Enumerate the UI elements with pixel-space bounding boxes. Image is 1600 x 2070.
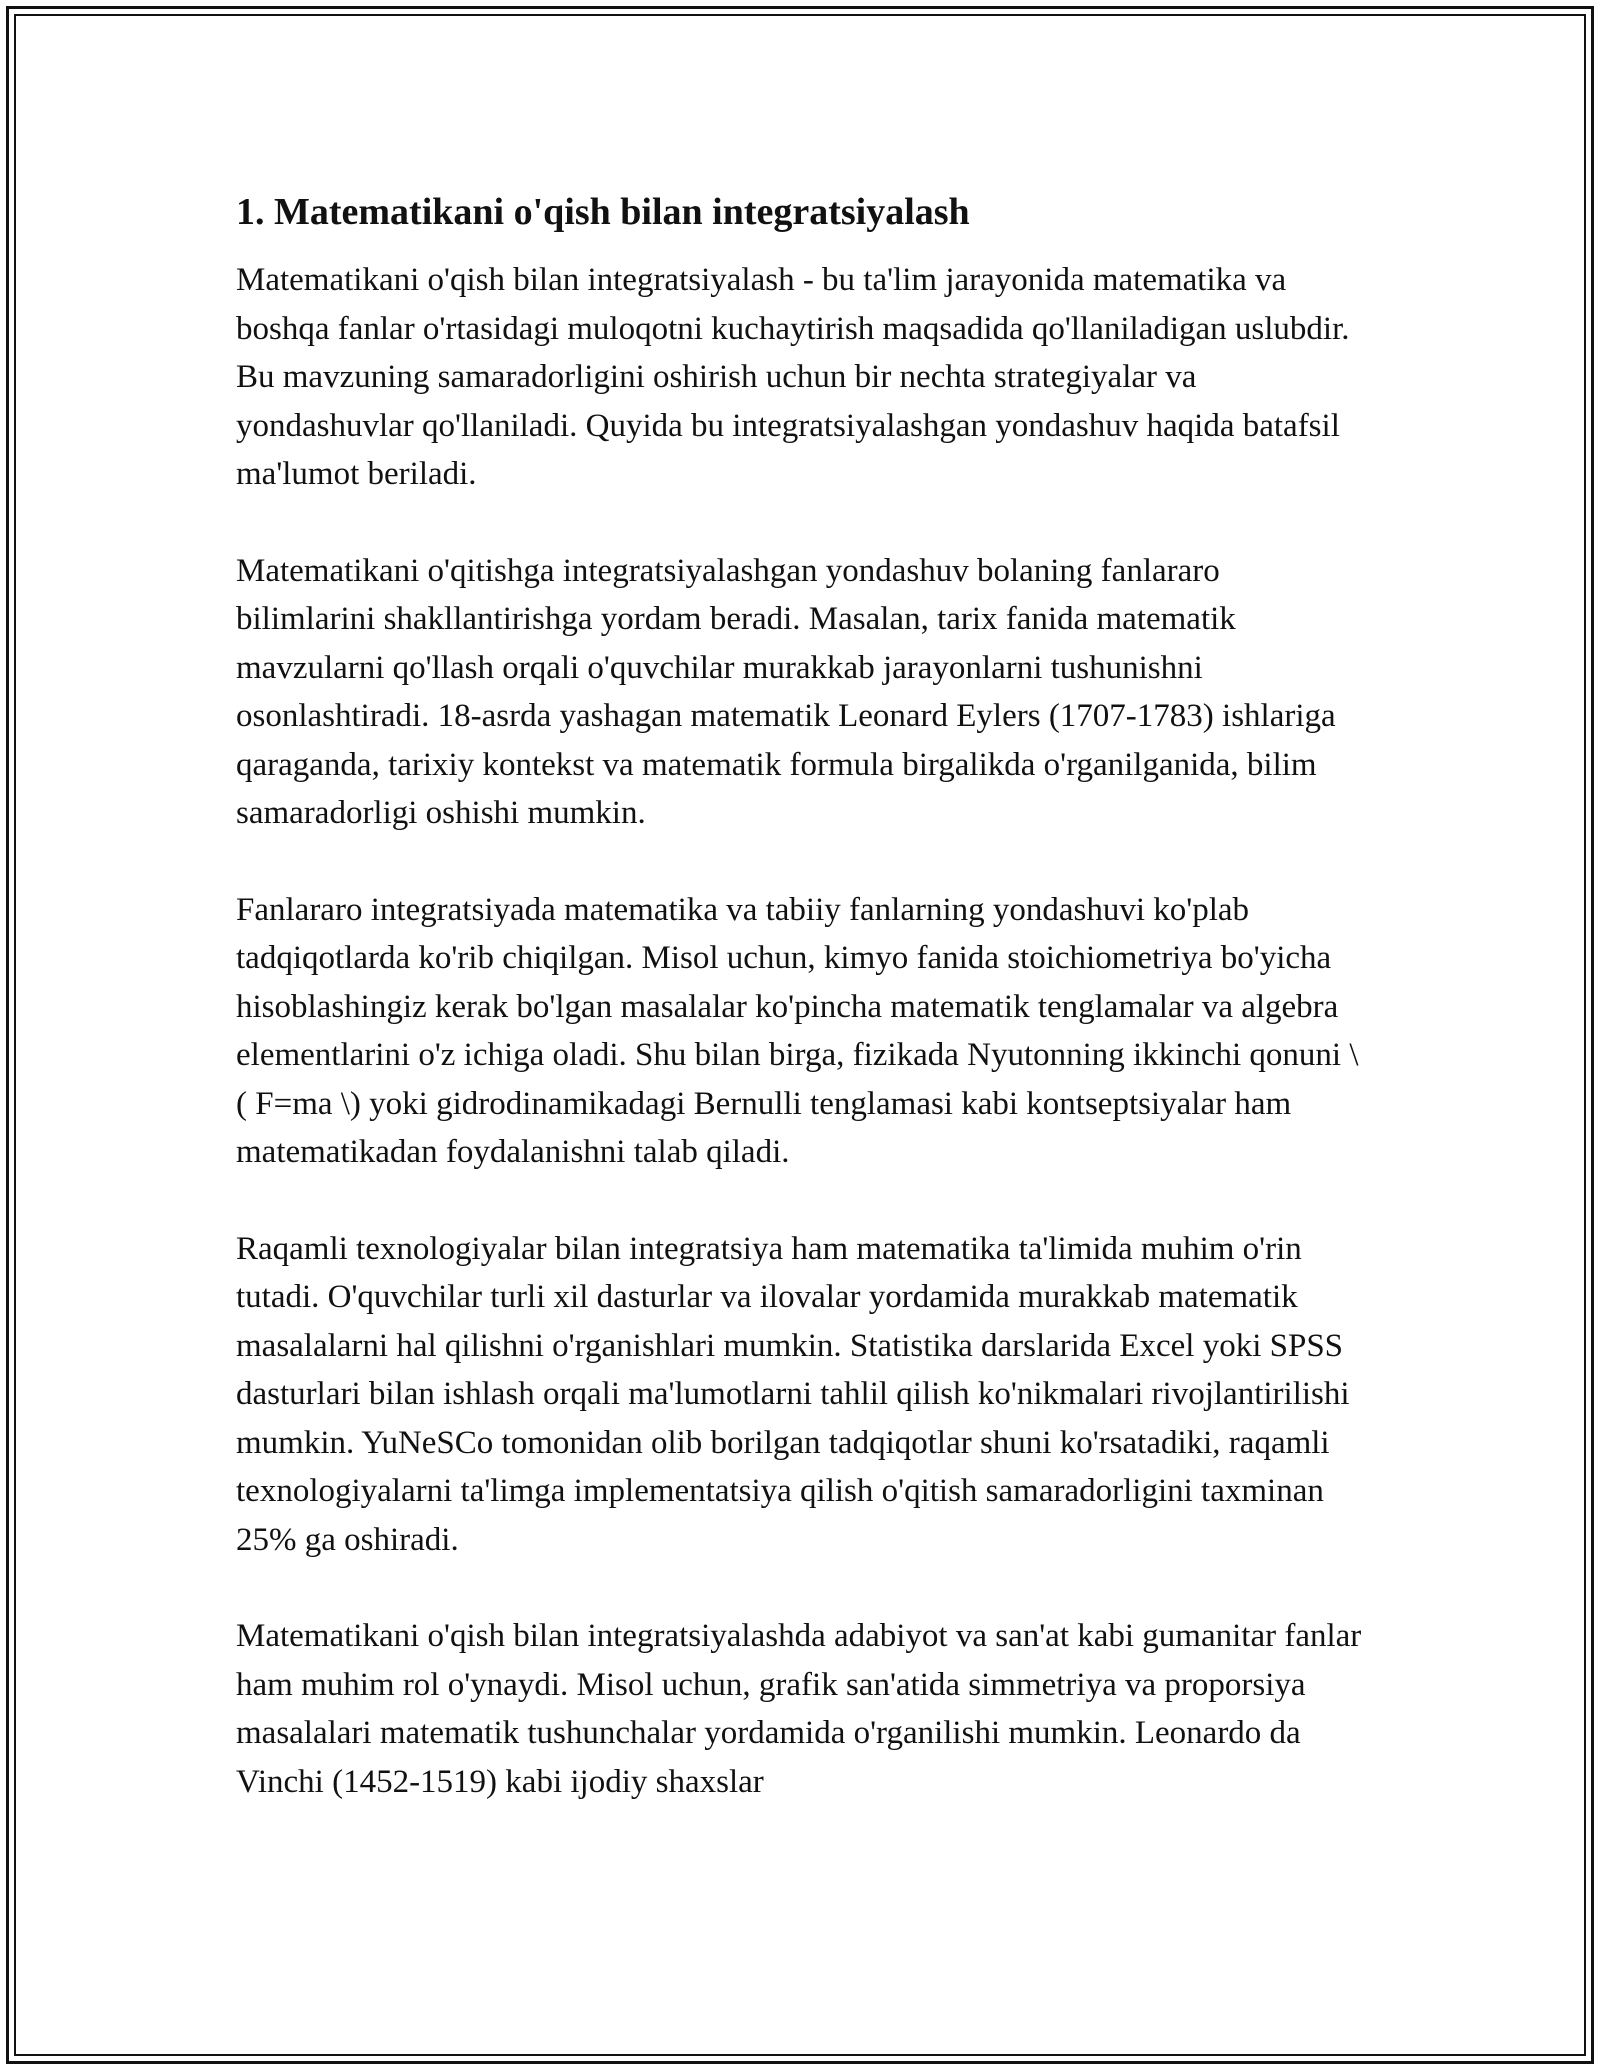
- paragraph-science-integration: Fanlararo integratsiyada matematika va tabiiy fanlarning yondashuvi ko'plab tadqiqotlarda ko'rib chiqilgan. Misol uchun, kimyo fanida stoichiometriya bo'yicha hisoblashingiz kerak bo'lgan masalalar ko'pincha matematik tenglamalar va algebra elementlarini o'z ichiga oladi. Shu bilan birga, fizikada Nyutonning ikkinchi qonuni \( F=ma \) yoki gidrodinamikadagi Bernulli tenglamasi kabi kontseptsiyalar ham matematikadan foydalanishni talab qiladi.: [236, 891, 1359, 1170]
- paragraph-digital-technology: Raqamli texnologiyalar bilan integratsiya ham matematika ta'limida muhim o'rin tutadi. O'quvchilar turli xil dasturlar va ilovalar yordamida murakkab matematik masalalarni hal qilishni o'rganishlari mumkin. Statistika darslarida Excel yoki SPSS dasturlari bilan ishlash orqali ma'lumotlarni tahlil qilish ko'nikmalari rivojlantirilishi mumkin. YuNeSCo tomonidan olib borilgan tadqiqotlar shuni ko'rsatadiki, raqamli texnologiyalarni ta'limga implementatsiya qilish o'qitish samaradorligini taxminan 25% ga oshiradi.: [236, 1230, 1350, 1558]
- document-body: [236, 186, 1366, 1854]
- paragraph-humanities: Matematikani o'qish bilan integratsiyalashda adabiyot va san'at kabi gumanitar fanlar ham muhim rol o'ynaydi. Misol uchun, grafik san'atida simmetriya va proporsiya masalalari matematik tushunchalar yordamida o'rganilishi mumkin. Leonardo da Vinchi (1452-1519) kabi ijodiy shaxslar: [236, 1618, 1362, 1800]
- paragraph-intro: Matematikani o'qish bilan integratsiyalash - bu ta'lim jarayonida matematika va boshqa fanlar o'rtasidagi muloqotni kuchaytirish maqsadida qo'llaniladigan uslubdir. Bu mavzuning samaradorligini oshirish uchun bir nechta strategiyalar va yondashuvlar qo'llaniladi. Quyida bu integratsiyalashgan yondashuv haqida batafsil ma'lumot beriladi.: [236, 262, 1350, 492]
- paragraph-history-integration: Matematikani o'qitishga integratsiyalashgan yondashuv bolaning fanlararo bilimlarini shakllantirishga yordam beradi. Masalan, tarix fanida matematik mavzularni qo'llash orqali o'quvchilar murakkab jarayonlarni tushunishni osonlashtiradi. 18-asrda yashagan matematik Leonard Eylers (1707-1783) ishlariga qaraganda, tarixiy kontekst va matematik formula birgalikda o'rganilganida, bilim samaradorligi oshishi mumkin.: [236, 552, 1336, 831]
- section-heading: 1. Matematikani o'qish bilan integratsiyalash: [236, 191, 970, 233]
